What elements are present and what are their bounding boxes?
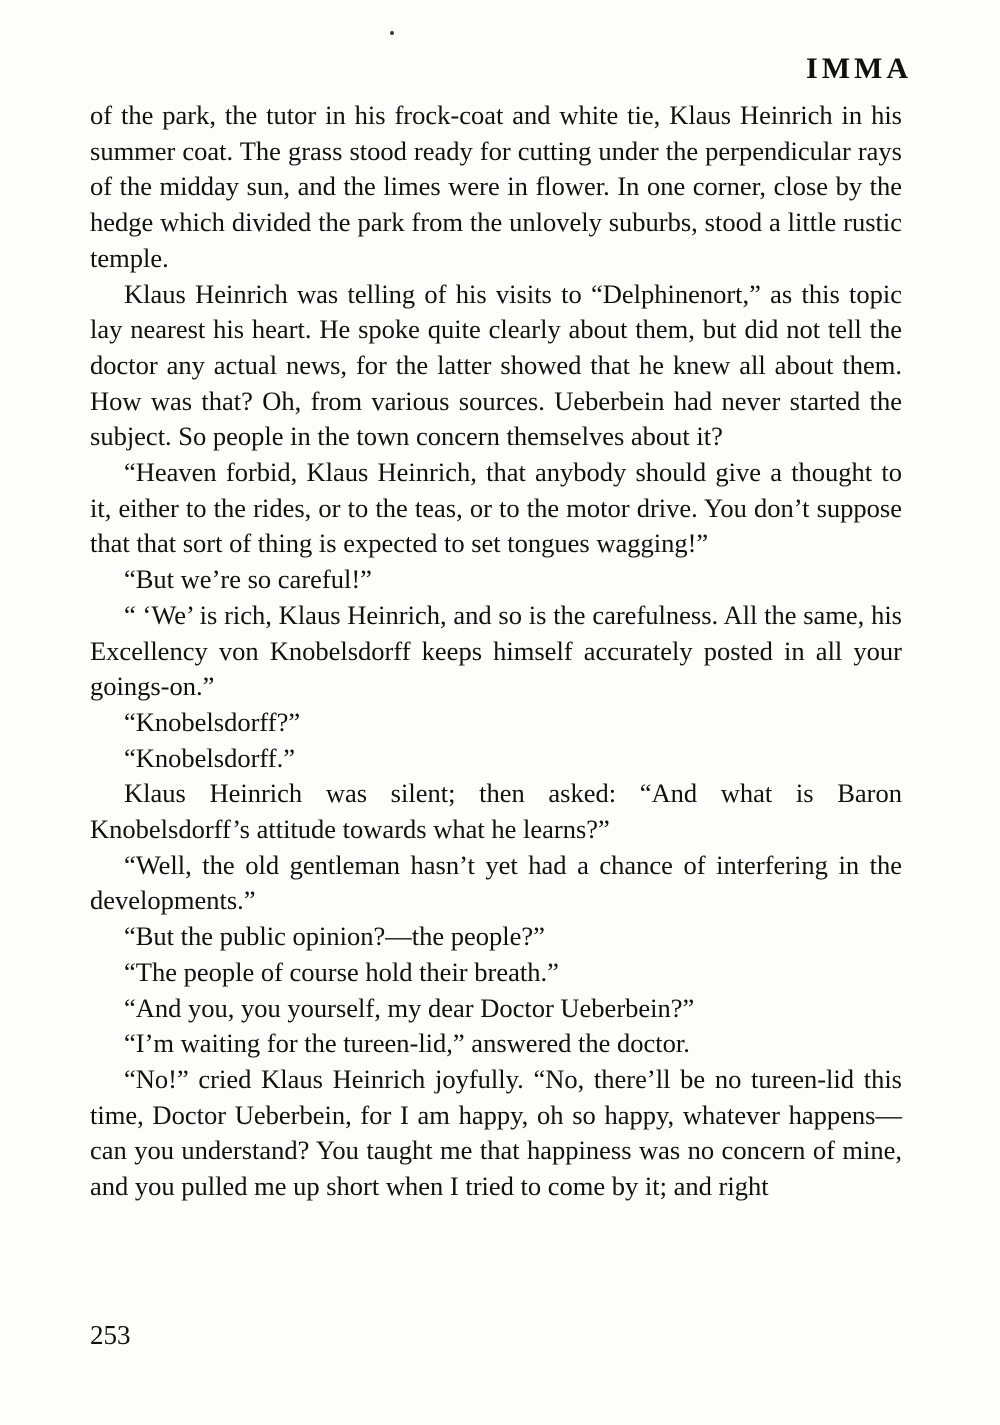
paragraph: “The people of course hold their breath.”	[124, 956, 559, 987]
paragraph: “But the public opinion?—the people?”	[124, 921, 545, 952]
paragraph: “No!” cried Klaus Heinrich joyfully. “No, there’ll be no tureen-lid this time, Doctor Ueberbein, for I am happy, oh so happy, whatever happens—can you understand? You taught me that happiness was no concern of mine, and you pulled me up short when I tried to come by it; and right	[90, 1063, 902, 1202]
page-body-text	[90, 98, 902, 1205]
paragraph: of the park, the tutor in his frock-coat and white tie, Klaus Heinrich in his summer coat. The grass stood ready for cutting under the perpendicular rays of the midday sun, and the limes were in flower. In one corner, close by the hedge which divided the park from the unlovely suburbs, stood a little rustic temple.	[90, 100, 902, 273]
paragraph: “I’m waiting for the tureen-lid,” answered the doctor.	[124, 1028, 690, 1059]
paragraph: “But we’re so careful!”	[124, 564, 372, 595]
paragraph: “Well, the old gentleman hasn’t yet had a chance of interfering in the developments.”	[90, 849, 902, 916]
paragraph: “And you, you yourself, my dear Doctor Ueberbein?”	[124, 992, 695, 1023]
paragraph: “Knobelsdorff.”	[124, 742, 295, 773]
paragraph: “Knobelsdorff?”	[124, 706, 301, 737]
paragraph: Klaus Heinrich was silent; then asked: “And what is Baron Knobelsdorff’s attitude towards what he learns?”	[90, 778, 902, 845]
paragraph: “Heaven forbid, Klaus Heinrich, that anybody should give a thought to it, either to the rides, or to the teas, or to the motor drive. You don’t suppose that that sort of thing is expected to set tongues wagging!”	[90, 457, 902, 559]
page-speck-mark	[390, 31, 394, 35]
page-number: 253	[90, 1320, 131, 1350]
paragraph: “ ‘We’ is rich, Klaus Heinrich, and so is the carefulness. All the same, his Excellency von Knobelsdorff keeps himself accurately posted in all your goings-on.”	[90, 599, 902, 702]
paragraph: Klaus Heinrich was telling of his visits to “Delphinenort,” as this topic lay nearest his heart. He spoke quite clearly about them, but did not tell the doctor any actual news, for the latter showed that he knew all about them. How was that? Oh, from various sources. Ueberbein had never started the subject. So people in the town concern themselves about it?	[90, 278, 902, 452]
running-head: IMMA	[806, 52, 912, 85]
